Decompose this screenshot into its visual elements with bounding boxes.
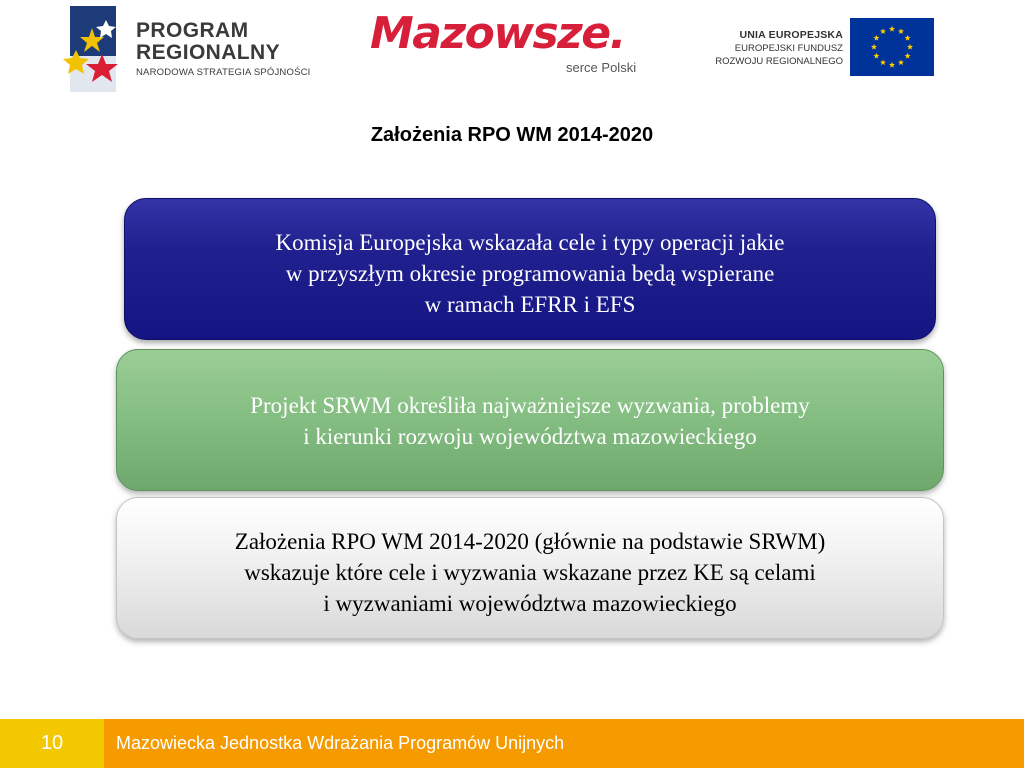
box-line: Założenia RPO WM 2014-2020 (głównie na podstawie SRWM): [234, 529, 826, 554]
program-regionalny-emblem-icon: [62, 6, 124, 92]
box-line: w ramach EFRR i EFS: [424, 292, 636, 317]
box-line: i kierunki rozwoju województwa mazowieckiego: [303, 424, 757, 449]
box-line: w przyszłym okresie programowania będą wspierane: [285, 261, 775, 286]
program-logo-line1: PROGRAM: [136, 19, 249, 42]
mazowsze-wordmark: Mazowsze.: [370, 8, 625, 59]
box-line: Komisja Europejska wskazała cele i typy operacji jakie: [275, 230, 785, 255]
program-logo-line2: REGIONALNY: [136, 41, 281, 64]
mazowsze-tagline: serce Polski: [566, 60, 637, 75]
program-logo-subtitle: NARODOWA STRATEGIA SPÓJNOŚCI: [136, 67, 311, 78]
eu-flag-icon: [850, 18, 934, 76]
eu-logo-line1: UNIA EUROPEJSKA: [739, 29, 843, 41]
box-line: wskazuje które cele i wyzwania wskazane przez KE są celami: [244, 560, 816, 585]
box-line: i wyzwaniami województwa mazowieckiego: [323, 591, 737, 616]
box-line: Projekt SRWM określiła najważniejsze wyzwania, problemy: [250, 393, 810, 418]
program-regionalny-logo: [62, 6, 352, 92]
eu-logo: [692, 18, 937, 78]
page-number: 10: [0, 719, 104, 768]
info-box-srwm: [116, 349, 944, 491]
page-title: Założenia RPO WM 2014-2020: [370, 124, 654, 146]
eu-logo-line3: ROZWOJU REGIONALNEGO: [715, 56, 843, 67]
mazowsze-logo: [370, 8, 660, 82]
info-box-ke: [124, 198, 936, 340]
footer: [0, 719, 1024, 768]
eu-logo-line2: EUROPEJSKI FUNDUSZ: [734, 43, 843, 54]
info-box-rpo: [116, 497, 944, 639]
footer-bar: [104, 719, 1024, 768]
footer-text: Mazowiecka Jednostka Wdrażania Programów Unijnych: [116, 733, 565, 753]
